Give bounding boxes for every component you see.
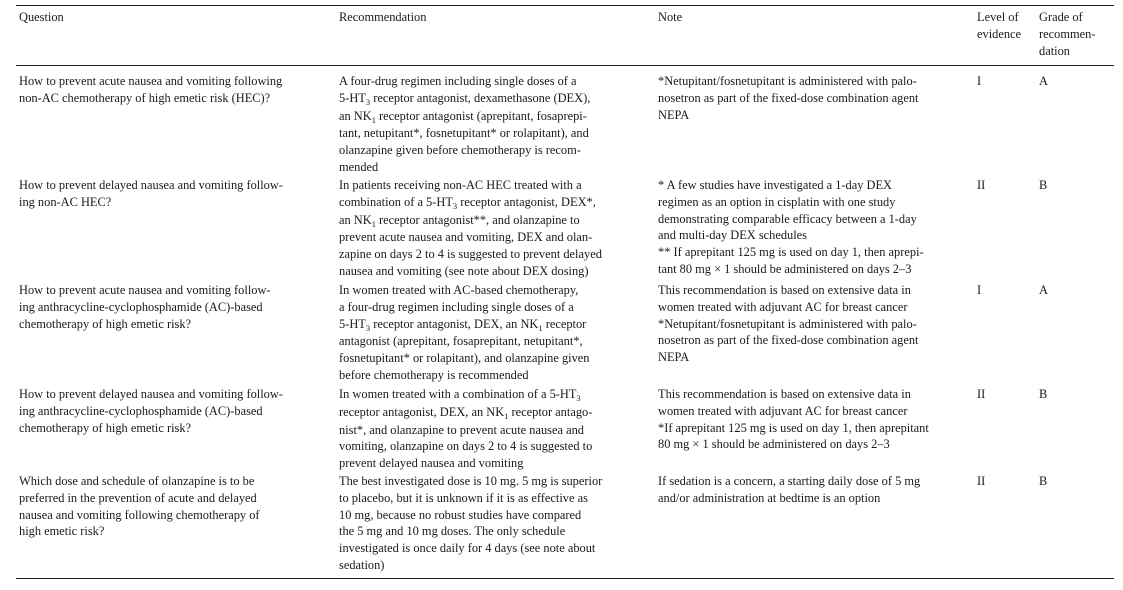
row-4-level: II [977, 387, 986, 401]
row-4-question: How to prevent delayed nausea and vomiting follow- ing anthracycline-cyclophosphamide (AC)-based chemotherapy of high emetic risk? [19, 387, 283, 435]
row-3-grade: A [1039, 283, 1048, 297]
row-1-level: I [977, 74, 982, 88]
header-grade-of-recommendation: Grade of recommen- dation [1039, 10, 1096, 58]
row-3-recommendation: In women treated with AC-based chemotherapy, a four-drug regimen including single doses of a $5-HT_3$ receptor antagonist, DEX, an $NK_1$ receptor antagonist (aprepitant, fosaprepitant, netupitant*, fosnetupitant* or rolapitant), and olanzapine given before chemotherapy is recommended [339, 283, 590, 382]
row-2-level: II [977, 178, 986, 192]
row-1-question: How to prevent acute nausea and vomiting following non-AC chemotherapy of high emetic risk (HEC)? [19, 74, 283, 105]
row-4-note: This recommendation is based on extensive data in women treated with adjuvant AC for breast cancer *If aprepitant 125 mg is used on day 1, then aprepitant 80 mg × 1 should be administered on days 2–3 [658, 387, 929, 452]
row-2-grade: B [1039, 178, 1048, 192]
top-rule [16, 5, 1114, 6]
header-recommendation: Recommendation [339, 10, 427, 24]
header-question: Question [19, 10, 64, 24]
row-1-note: *Netupitant/fosnetupitant is administered with palo- nosetron as part of the fixed-dose combination agent NEPA [658, 74, 919, 122]
row-3-question: How to prevent acute nausea and vomiting follow- ing anthracycline-cyclophosphamide (AC)-based chemotherapy of high emetic risk? [19, 283, 271, 331]
header-level-of-evidence: Level of evidence [977, 10, 1022, 41]
row-2-question: How to prevent delayed nausea and vomiting follow- ing non-AC HEC? [19, 178, 283, 209]
header-note: Note [658, 10, 683, 24]
row-1-recommendation: A four-drug regimen including single doses of a $5-HT_3$ receptor antagonist, dexamethasone (DEX), an $NK_1$ receptor antagonist (aprepitant, fosaprepi- tant, netupitant*, fosnetupitant* or rolapitant), and olanzapine given before chemotherapy is recom- mended [339, 74, 591, 174]
row-4-recommendation: In women treated with a combination of a $5-HT_3$ receptor antagonist, DEX, an $NK_1$ receptor antago- nist*, and olanzapine to prevent acute nausea and vomiting, olanzapine on days 2 to 4 is suggested to prevent delayed nausea and vomiting [339, 387, 593, 471]
header-rule [16, 65, 1114, 66]
row-5-level: II [977, 474, 986, 488]
row-5-note: If sedation is a concern, a starting daily dose of 5 mg and/or administration at bedtime is an option [658, 474, 921, 505]
row-5-question: Which dose and schedule of olanzapine is to be preferred in the prevention of acute and delayed nausea and vomiting following chemotherapy of high emetic risk? [19, 474, 260, 539]
row-5-recommendation: The best investigated dose is 10 mg. 5 mg is superior to placebo, but it is unknown if it is as effective as 10 mg, because no robust studies have compared the 5 mg and 10 mg doses. The only schedule investigated is once daily for 4 days (see note about sedation) [339, 474, 603, 572]
row-1-grade: A [1039, 74, 1048, 88]
row-2-note: * A few studies have investigated a 1-day DEX regimen as an option in cisplatin with one study demonstrating comparable efficacy between a 1-day and multi-day DEX schedules ** If aprepitant 125 mg is used on day 1, then aprepi- tant 80 mg × 1 should be administered on days 2–3 [658, 178, 924, 276]
bottom-rule [16, 578, 1114, 579]
row-3-level: I [977, 283, 982, 297]
row-5-grade: B [1039, 474, 1048, 488]
row-2-recommendation: In patients receiving non-AC HEC treated with a combination of a $5-HT_3$ receptor antagonist, DEX*, an $NK_1$ receptor antagonist**, and olanzapine to prevent acute nausea and vomiting, DEX and olan- zapine on days 2 to 4 is suggested to prevent delayed nausea and vomiting (see note about DEX dosing) [339, 178, 602, 278]
row-4-grade: B [1039, 387, 1048, 401]
row-3-note: This recommendation is based on extensive data in women treated with adjuvant AC for breast cancer *Netupitant/fosnetupitant is administered with palo- nosetron as part of the fixed-dose combination agent NEPA [658, 283, 919, 365]
